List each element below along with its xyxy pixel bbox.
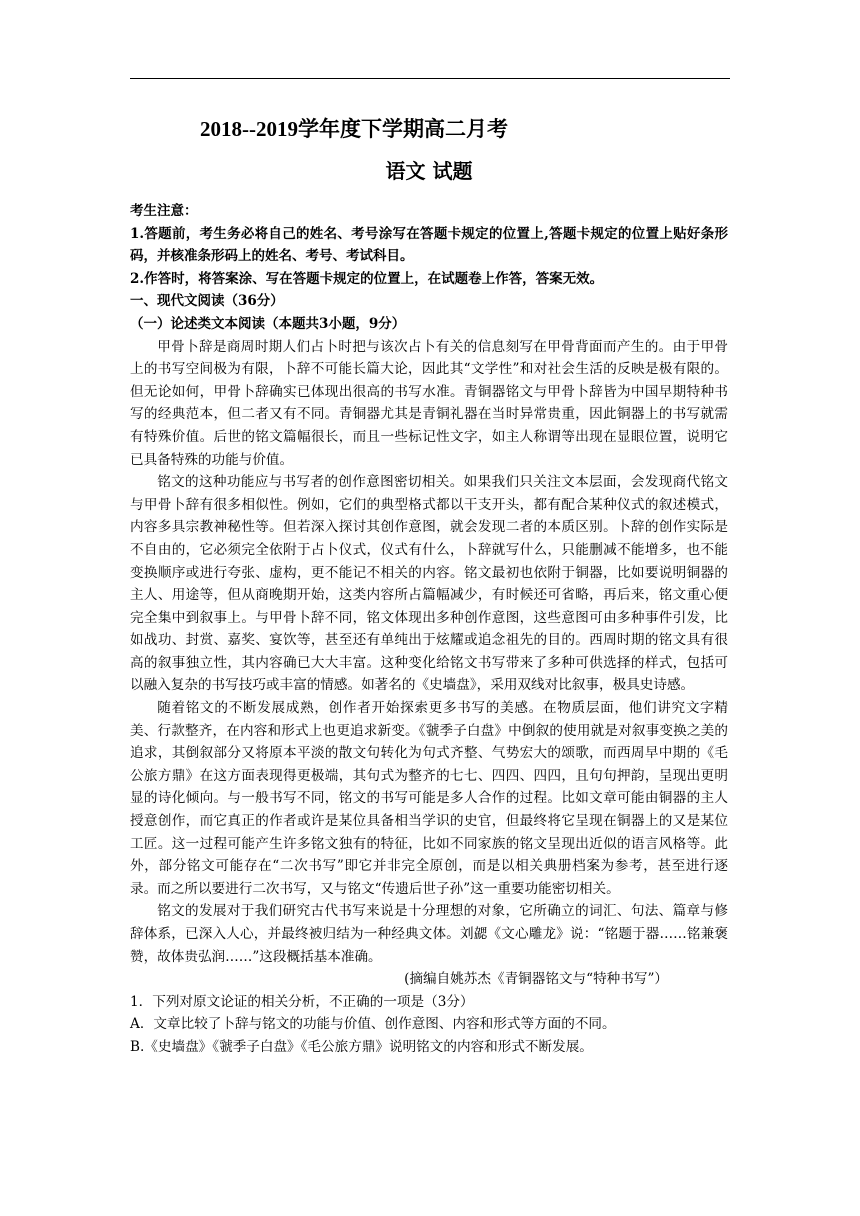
passage-paragraph: 随着铭文的不断发展成熟，创作者开始探索更多书写的美感。在物质层面，他们讲究文字精美、行款整齐，在内容和形式上也更追求新变。《虢季子白盘》中倒叙的使用就是对叙事变换之美的追求，其倒叙部分又将原本平淡的散文句转化为句式齐整、气势宏大的颂歌，而西周早中期的《毛公旅方鼎》在这方面表现得更极端，其句式为整齐的七七、四四、四四，且句句押韵，呈现出更明显的诗化倾向。与一般书写不同，铭文的书写可能是多人合作的过程。比如文章可能由铜器的主人授意创作，而它真正的作者或许是某位具备相当学识的史官，但最终将它呈现在铜器上的又是某位工匠。这一过程可能产生许多铭文独有的特征，比如不同家族的铭文呈现出近似的语言风格等。此外，部分铭文可能存在“二次书写”即它并非完全原创，而是以相关典册档案为参考，甚至进行逐录。而之所以要进行二次书写，又与铭文“传遗后世子孙”这一重要功能密切相关。	[130, 700, 728, 897]
question-option-b: B.《史墙盘》《虢季子白盘》《毛公旅方鼎》说明铭文的内容和形式不断发展。	[130, 1038, 593, 1055]
page-content	[130, 112, 728, 1059]
candidate-notice	[130, 200, 728, 290]
notice-item: 2.作答时，将答案涂、写在答题卡规定的位置上，在试题卷上作答，答案无效。	[130, 270, 604, 287]
header-rule	[130, 78, 730, 79]
reading-passage	[130, 336, 728, 969]
section-title: 一、现代文阅读（36分）	[130, 293, 284, 310]
question-stem: 1．下列对原文论证的相关分析，不正确的一项是（3分）	[130, 993, 474, 1010]
section-subtitle: （一）论述类文本阅读（本题共3小题，9分）	[130, 315, 406, 332]
passage-source: (摘编自姚苏杰《青铜器铭文与“特种书写”）	[404, 971, 668, 988]
question-option-a: A．文章比较了卜辞与铭文的功能与价值、创作意图、内容和形式等方面的不同。	[130, 1016, 616, 1033]
passage-paragraph: 甲骨卜辞是商周时期人们占卜时把与该次占卜有关的信息刻写在甲骨背面而产生的。由于甲骨上的书写空间极为有限，卜辞不可能长篇大论，因此其“文学性”和对社会生活的反映是极有限的。但无论如何，甲骨卜辞确实已体现出很高的书写水准。青铜器铭文与甲骨卜辞皆为中国早期特种书写的经典范本，但二者又有不同。青铜器尤其是青铜礼器在当时异常贵重，因此铜器上的书写就需有特殊价值。后世的铭文篇幅很长，而且一些标记性文字，如主人称谓等出现在显眼位置，说明它已具备特殊的功能与价值。	[130, 338, 728, 468]
exam-title: 2018--2019学年度下学期高二月考	[200, 117, 508, 141]
notice-item: 1.答题前，考生务必将自己的姓名、考号涂写在答题卡规定的位置上,答题卡规定的位置上贴好条形码，并核准条形码上的姓名、考号、考试科目。	[130, 225, 728, 265]
question-1	[130, 991, 728, 1059]
notice-heading: 考生注意：	[130, 203, 198, 219]
passage-paragraph: 铭文的发展对于我们研究古代书写来说是十分理想的对象，它所确立的词汇、句法、篇章与修辞体系，已深入人心，并最终被归结为一种经典文体。刘勰《文心雕龙》说：“铭题于器……铭兼褒赞，故体贵弘润……”这段概括基本准确。	[130, 903, 728, 965]
passage-paragraph: 铭文的这种功能应与书写者的创作意图密切相关。如果我们只关注文本层面，会发现商代铭文与甲骨卜辞有很多相似性。例如，它们的典型格式都以干支开头，都有配合某种仪式的叙述模式，内容多具宗教神秘性等。但若深入探讨其创作意图，就会发现二者的本质区别。卜辞的创作实际是不自由的，它必须完全依附于占卜仪式，仪式有什么，卜辞就写什么，只能删减不能增多，也不能变换顺序或进行夸张、虚构，更不能记不相关的内容。铭文最初也依附于铜器，比如要说明铜器的主人、用途等，但从商晚期开始，这类内容所占篇幅减少，有时候还可省略，再后来，铭文重心便完全集中到叙事上。与甲骨卜辞不同，铭文体现出多种创作意图，这些意图可由多种事件引发，比如战功、封赏、嘉奖、宴饮等，甚至还有单纯出于炫耀或追念祖先的目的。西周时期的铭文具有很高的叙事独立性，其内容确已大大丰富。这种变化给铭文书写带来了多种可供选择的样式，包括可以融入复杂的书写技巧或丰富的情感。如著名的《史墙盘》，采用双线对比叙事，极具史诗感。	[130, 474, 728, 694]
subject-title: 语文 试题	[385, 159, 473, 183]
